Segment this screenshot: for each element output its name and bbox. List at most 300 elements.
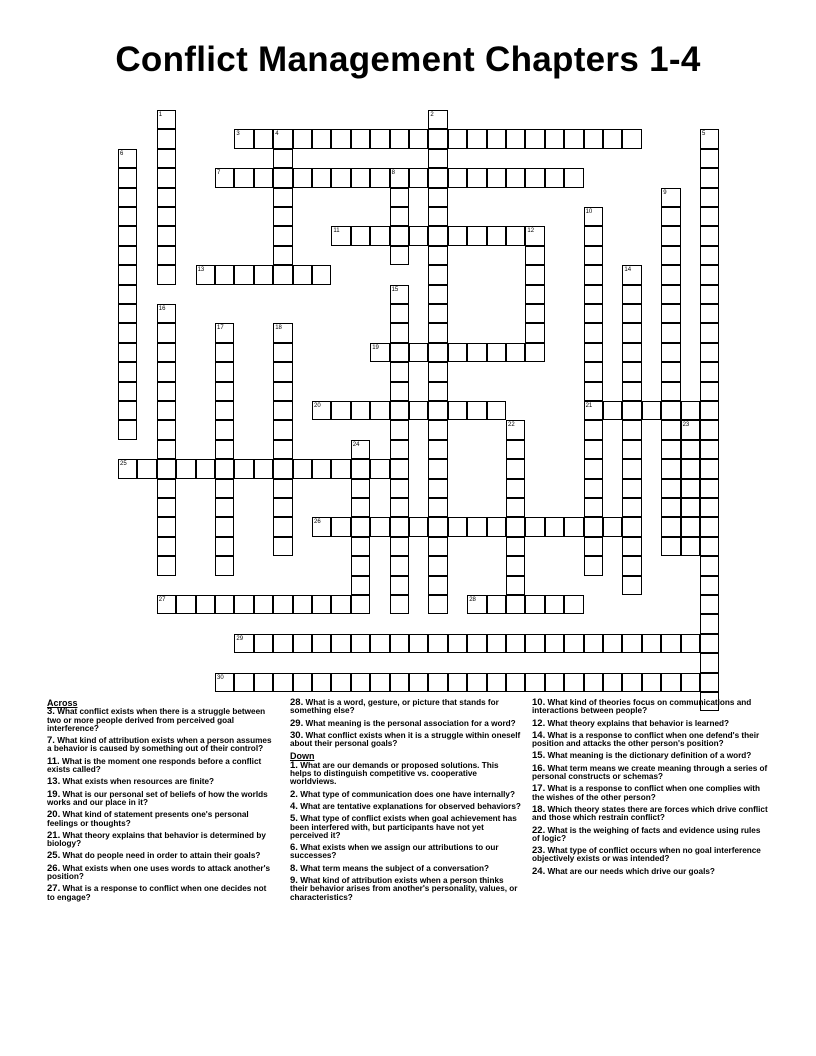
crossword-cell[interactable] xyxy=(700,362,719,381)
crossword-cell[interactable] xyxy=(525,343,544,362)
crossword-cell[interactable] xyxy=(118,382,137,401)
crossword-cell[interactable] xyxy=(215,168,234,187)
crossword-cell[interactable] xyxy=(428,673,447,692)
crossword-cell[interactable] xyxy=(506,479,525,498)
crossword-cell[interactable] xyxy=(215,420,234,439)
crossword-cell[interactable] xyxy=(622,556,641,575)
crossword-cell[interactable] xyxy=(584,129,603,148)
crossword-cell[interactable] xyxy=(661,673,680,692)
crossword-cell[interactable] xyxy=(506,595,525,614)
crossword-cell[interactable] xyxy=(661,285,680,304)
crossword-cell[interactable] xyxy=(584,537,603,556)
crossword-cell[interactable] xyxy=(487,343,506,362)
crossword-cell[interactable] xyxy=(351,226,370,245)
crossword-cell[interactable] xyxy=(118,207,137,226)
crossword-cell[interactable] xyxy=(390,517,409,536)
crossword-cell[interactable] xyxy=(390,459,409,478)
crossword-cell[interactable] xyxy=(428,556,447,575)
crossword-cell[interactable] xyxy=(176,595,195,614)
crossword-cell[interactable] xyxy=(681,479,700,498)
crossword-cell[interactable] xyxy=(584,556,603,575)
crossword-cell[interactable] xyxy=(273,440,292,459)
crossword-cell[interactable] xyxy=(564,673,583,692)
crossword-cell[interactable] xyxy=(622,382,641,401)
crossword-cell[interactable] xyxy=(157,265,176,284)
crossword-cell[interactable] xyxy=(584,517,603,536)
crossword-cell[interactable] xyxy=(351,634,370,653)
crossword-cell[interactable] xyxy=(234,595,253,614)
crossword-cell[interactable] xyxy=(428,517,447,536)
crossword-cell[interactable] xyxy=(351,576,370,595)
crossword-cell[interactable] xyxy=(428,440,447,459)
crossword-cell[interactable] xyxy=(351,401,370,420)
crossword-cell[interactable] xyxy=(448,343,467,362)
crossword-cell[interactable] xyxy=(428,459,447,478)
crossword-cell[interactable] xyxy=(293,459,312,478)
crossword-cell[interactable] xyxy=(661,537,680,556)
crossword-cell[interactable] xyxy=(390,304,409,323)
crossword-cell[interactable] xyxy=(331,595,350,614)
crossword-cell[interactable] xyxy=(525,323,544,342)
crossword-cell[interactable] xyxy=(157,479,176,498)
crossword-cell[interactable] xyxy=(487,129,506,148)
crossword-cell[interactable] xyxy=(545,595,564,614)
crossword-cell[interactable] xyxy=(487,401,506,420)
crossword-cell[interactable] xyxy=(312,517,331,536)
crossword-cell[interactable] xyxy=(700,382,719,401)
crossword-cell[interactable] xyxy=(196,459,215,478)
crossword-cell[interactable] xyxy=(215,673,234,692)
crossword-cell[interactable] xyxy=(525,304,544,323)
crossword-cell[interactable] xyxy=(409,168,428,187)
crossword-cell[interactable] xyxy=(661,479,680,498)
crossword-cell[interactable] xyxy=(390,188,409,207)
crossword-cell[interactable] xyxy=(525,246,544,265)
crossword-cell[interactable] xyxy=(700,595,719,614)
crossword-cell[interactable] xyxy=(661,440,680,459)
crossword-cell[interactable] xyxy=(584,420,603,439)
crossword-cell[interactable] xyxy=(564,634,583,653)
crossword-cell[interactable] xyxy=(390,401,409,420)
crossword-cell[interactable] xyxy=(584,285,603,304)
crossword-cell[interactable] xyxy=(700,226,719,245)
crossword-cell[interactable] xyxy=(700,188,719,207)
crossword-cell[interactable] xyxy=(390,537,409,556)
crossword-cell[interactable] xyxy=(118,420,137,439)
crossword-cell[interactable] xyxy=(448,634,467,653)
crossword-cell[interactable] xyxy=(584,207,603,226)
crossword-cell[interactable] xyxy=(157,343,176,362)
crossword-cell[interactable] xyxy=(390,634,409,653)
crossword-cell[interactable] xyxy=(487,634,506,653)
crossword-cell[interactable] xyxy=(622,129,641,148)
crossword-cell[interactable] xyxy=(700,673,719,692)
crossword-cell[interactable] xyxy=(312,129,331,148)
crossword-cell[interactable] xyxy=(293,168,312,187)
crossword-cell[interactable] xyxy=(428,382,447,401)
crossword-cell[interactable] xyxy=(661,362,680,381)
crossword-cell[interactable] xyxy=(312,595,331,614)
crossword-cell[interactable] xyxy=(584,382,603,401)
crossword-cell[interactable] xyxy=(157,226,176,245)
crossword-cell[interactable] xyxy=(118,188,137,207)
crossword-cell[interactable] xyxy=(584,634,603,653)
crossword-cell[interactable] xyxy=(681,537,700,556)
crossword-cell[interactable] xyxy=(273,265,292,284)
crossword-cell[interactable] xyxy=(428,420,447,439)
crossword-cell[interactable] xyxy=(215,595,234,614)
crossword-cell[interactable] xyxy=(390,362,409,381)
crossword-cell[interactable] xyxy=(506,576,525,595)
crossword-cell[interactable] xyxy=(234,168,253,187)
crossword-cell[interactable] xyxy=(293,595,312,614)
crossword-cell[interactable] xyxy=(700,420,719,439)
crossword-cell[interactable] xyxy=(273,382,292,401)
crossword-cell[interactable] xyxy=(370,129,389,148)
crossword-cell[interactable] xyxy=(467,129,486,148)
crossword-cell[interactable] xyxy=(428,323,447,342)
crossword-cell[interactable] xyxy=(215,498,234,517)
crossword-cell[interactable] xyxy=(273,168,292,187)
crossword-cell[interactable] xyxy=(273,226,292,245)
crossword-cell[interactable] xyxy=(428,226,447,245)
crossword-cell[interactable] xyxy=(273,459,292,478)
crossword-cell[interactable] xyxy=(661,401,680,420)
crossword-cell[interactable] xyxy=(157,110,176,129)
crossword-cell[interactable] xyxy=(487,595,506,614)
crossword-cell[interactable] xyxy=(681,459,700,478)
crossword-cell[interactable] xyxy=(603,129,622,148)
crossword-cell[interactable] xyxy=(234,459,253,478)
crossword-cell[interactable] xyxy=(118,401,137,420)
crossword-cell[interactable] xyxy=(273,595,292,614)
crossword-cell[interactable] xyxy=(467,401,486,420)
crossword-cell[interactable] xyxy=(254,129,273,148)
crossword-cell[interactable] xyxy=(700,323,719,342)
crossword-cell[interactable] xyxy=(234,634,253,653)
crossword-cell[interactable] xyxy=(506,537,525,556)
crossword-cell[interactable] xyxy=(351,479,370,498)
crossword-cell[interactable] xyxy=(700,440,719,459)
crossword-cell[interactable] xyxy=(331,634,350,653)
crossword-cell[interactable] xyxy=(234,673,253,692)
crossword-cell[interactable] xyxy=(273,420,292,439)
crossword-cell[interactable] xyxy=(428,110,447,129)
crossword-cell[interactable] xyxy=(157,537,176,556)
crossword-cell[interactable] xyxy=(331,168,350,187)
crossword-cell[interactable] xyxy=(564,168,583,187)
crossword-cell[interactable] xyxy=(273,537,292,556)
crossword-cell[interactable] xyxy=(351,440,370,459)
crossword-cell[interactable] xyxy=(584,246,603,265)
crossword-cell[interactable] xyxy=(603,673,622,692)
crossword-cell[interactable] xyxy=(428,362,447,381)
crossword-cell[interactable] xyxy=(273,188,292,207)
crossword-cell[interactable] xyxy=(351,459,370,478)
crossword-cell[interactable] xyxy=(506,440,525,459)
crossword-cell[interactable] xyxy=(700,614,719,633)
crossword-cell[interactable] xyxy=(215,459,234,478)
crossword-cell[interactable] xyxy=(700,304,719,323)
crossword-cell[interactable] xyxy=(622,420,641,439)
crossword-cell[interactable] xyxy=(293,129,312,148)
crossword-cell[interactable] xyxy=(312,459,331,478)
crossword-cell[interactable] xyxy=(584,479,603,498)
crossword-cell[interactable] xyxy=(351,168,370,187)
crossword-cell[interactable] xyxy=(622,323,641,342)
crossword-cell[interactable] xyxy=(661,517,680,536)
crossword-cell[interactable] xyxy=(506,498,525,517)
crossword-cell[interactable] xyxy=(215,343,234,362)
crossword-cell[interactable] xyxy=(700,149,719,168)
crossword-cell[interactable] xyxy=(661,343,680,362)
crossword-cell[interactable] xyxy=(351,129,370,148)
crossword-cell[interactable] xyxy=(390,382,409,401)
crossword-cell[interactable] xyxy=(351,537,370,556)
crossword-cell[interactable] xyxy=(467,673,486,692)
crossword-cell[interactable] xyxy=(176,459,195,478)
crossword-cell[interactable] xyxy=(584,343,603,362)
crossword-cell[interactable] xyxy=(215,265,234,284)
crossword-cell[interactable] xyxy=(215,537,234,556)
crossword-cell[interactable] xyxy=(312,265,331,284)
crossword-cell[interactable] xyxy=(428,246,447,265)
crossword-cell[interactable] xyxy=(234,265,253,284)
crossword-cell[interactable] xyxy=(525,129,544,148)
crossword-cell[interactable] xyxy=(273,149,292,168)
crossword-cell[interactable] xyxy=(196,265,215,284)
crossword-cell[interactable] xyxy=(118,323,137,342)
crossword-cell[interactable] xyxy=(661,382,680,401)
crossword-cell[interactable] xyxy=(700,653,719,672)
crossword-cell[interactable] xyxy=(215,479,234,498)
crossword-cell[interactable] xyxy=(584,440,603,459)
crossword-cell[interactable] xyxy=(525,595,544,614)
crossword-cell[interactable] xyxy=(409,343,428,362)
crossword-cell[interactable] xyxy=(622,498,641,517)
crossword-cell[interactable] xyxy=(622,479,641,498)
crossword-cell[interactable] xyxy=(157,420,176,439)
crossword-cell[interactable] xyxy=(273,362,292,381)
crossword-cell[interactable] xyxy=(622,634,641,653)
crossword-cell[interactable] xyxy=(661,498,680,517)
crossword-cell[interactable] xyxy=(622,362,641,381)
crossword-cell[interactable] xyxy=(700,459,719,478)
crossword-cell[interactable] xyxy=(448,129,467,148)
crossword-cell[interactable] xyxy=(622,304,641,323)
crossword-cell[interactable] xyxy=(661,207,680,226)
crossword-cell[interactable] xyxy=(487,226,506,245)
crossword-cell[interactable] xyxy=(448,226,467,245)
crossword-cell[interactable] xyxy=(157,440,176,459)
crossword-cell[interactable] xyxy=(428,168,447,187)
crossword-cell[interactable] xyxy=(273,673,292,692)
crossword-cell[interactable] xyxy=(273,634,292,653)
crossword-cell[interactable] xyxy=(681,673,700,692)
crossword-cell[interactable] xyxy=(467,343,486,362)
crossword-cell[interactable] xyxy=(390,285,409,304)
crossword-cell[interactable] xyxy=(428,343,447,362)
crossword-cell[interactable] xyxy=(390,556,409,575)
crossword-cell[interactable] xyxy=(118,168,137,187)
crossword-cell[interactable] xyxy=(584,401,603,420)
crossword-cell[interactable] xyxy=(118,285,137,304)
crossword-cell[interactable] xyxy=(293,673,312,692)
crossword-cell[interactable] xyxy=(331,517,350,536)
crossword-cell[interactable] xyxy=(215,517,234,536)
crossword-cell[interactable] xyxy=(370,634,389,653)
crossword-cell[interactable] xyxy=(370,168,389,187)
crossword-cell[interactable] xyxy=(487,517,506,536)
crossword-cell[interactable] xyxy=(351,673,370,692)
crossword-cell[interactable] xyxy=(603,517,622,536)
crossword-cell[interactable] xyxy=(370,673,389,692)
crossword-cell[interactable] xyxy=(545,129,564,148)
crossword-cell[interactable] xyxy=(215,362,234,381)
crossword-cell[interactable] xyxy=(642,401,661,420)
crossword-cell[interactable] xyxy=(622,517,641,536)
crossword-cell[interactable] xyxy=(700,207,719,226)
crossword-cell[interactable] xyxy=(157,149,176,168)
crossword-cell[interactable] xyxy=(390,673,409,692)
crossword-cell[interactable] xyxy=(215,556,234,575)
crossword-cell[interactable] xyxy=(428,498,447,517)
crossword-cell[interactable] xyxy=(409,226,428,245)
crossword-cell[interactable] xyxy=(273,479,292,498)
crossword-cell[interactable] xyxy=(293,634,312,653)
crossword-cell[interactable] xyxy=(409,634,428,653)
crossword-cell[interactable] xyxy=(681,401,700,420)
crossword-cell[interactable] xyxy=(118,149,137,168)
crossword-cell[interactable] xyxy=(661,420,680,439)
crossword-cell[interactable] xyxy=(370,459,389,478)
crossword-cell[interactable] xyxy=(118,343,137,362)
crossword-cell[interactable] xyxy=(409,401,428,420)
crossword-cell[interactable] xyxy=(428,207,447,226)
crossword-cell[interactable] xyxy=(157,595,176,614)
crossword-cell[interactable] xyxy=(506,420,525,439)
crossword-cell[interactable] xyxy=(661,323,680,342)
crossword-cell[interactable] xyxy=(118,265,137,284)
crossword-cell[interactable] xyxy=(700,576,719,595)
crossword-cell[interactable] xyxy=(545,673,564,692)
crossword-cell[interactable] xyxy=(622,537,641,556)
crossword-cell[interactable] xyxy=(506,634,525,653)
crossword-cell[interactable] xyxy=(584,459,603,478)
crossword-cell[interactable] xyxy=(390,479,409,498)
crossword-cell[interactable] xyxy=(118,304,137,323)
crossword-cell[interactable] xyxy=(642,673,661,692)
crossword-cell[interactable] xyxy=(351,556,370,575)
crossword-cell[interactable] xyxy=(351,498,370,517)
crossword-cell[interactable] xyxy=(390,226,409,245)
crossword-cell[interactable] xyxy=(331,673,350,692)
crossword-cell[interactable] xyxy=(681,634,700,653)
crossword-cell[interactable] xyxy=(312,168,331,187)
crossword-cell[interactable] xyxy=(564,517,583,536)
crossword-cell[interactable] xyxy=(331,129,350,148)
crossword-cell[interactable] xyxy=(157,459,176,478)
crossword-cell[interactable] xyxy=(428,265,447,284)
crossword-cell[interactable] xyxy=(254,673,273,692)
crossword-cell[interactable] xyxy=(390,498,409,517)
crossword-cell[interactable] xyxy=(681,420,700,439)
crossword-cell[interactable] xyxy=(331,401,350,420)
crossword-cell[interactable] xyxy=(331,459,350,478)
crossword-cell[interactable] xyxy=(584,226,603,245)
crossword-cell[interactable] xyxy=(118,246,137,265)
crossword-cell[interactable] xyxy=(331,226,350,245)
crossword-cell[interactable] xyxy=(545,634,564,653)
crossword-cell[interactable] xyxy=(642,634,661,653)
crossword-cell[interactable] xyxy=(661,634,680,653)
crossword-cell[interactable] xyxy=(409,517,428,536)
crossword-cell[interactable] xyxy=(157,323,176,342)
crossword-cell[interactable] xyxy=(506,459,525,478)
crossword-cell[interactable] xyxy=(564,129,583,148)
crossword-cell[interactable] xyxy=(390,595,409,614)
crossword-cell[interactable] xyxy=(428,479,447,498)
crossword-cell[interactable] xyxy=(273,498,292,517)
crossword-cell[interactable] xyxy=(584,323,603,342)
crossword-cell[interactable] xyxy=(622,285,641,304)
crossword-cell[interactable] xyxy=(622,343,641,362)
crossword-cell[interactable] xyxy=(370,517,389,536)
crossword-cell[interactable] xyxy=(467,226,486,245)
crossword-cell[interactable] xyxy=(428,304,447,323)
crossword-cell[interactable] xyxy=(118,226,137,245)
crossword-cell[interactable] xyxy=(273,323,292,342)
crossword-cell[interactable] xyxy=(215,382,234,401)
crossword-cell[interactable] xyxy=(564,595,583,614)
crossword-cell[interactable] xyxy=(700,556,719,575)
crossword-cell[interactable] xyxy=(525,265,544,284)
crossword-cell[interactable] xyxy=(700,129,719,148)
crossword-cell[interactable] xyxy=(409,673,428,692)
crossword-cell[interactable] xyxy=(351,517,370,536)
crossword-cell[interactable] xyxy=(545,517,564,536)
crossword-cell[interactable] xyxy=(390,576,409,595)
crossword-cell[interactable] xyxy=(157,401,176,420)
crossword-cell[interactable] xyxy=(525,634,544,653)
crossword-cell[interactable] xyxy=(506,226,525,245)
crossword-cell[interactable] xyxy=(506,168,525,187)
crossword-cell[interactable] xyxy=(467,595,486,614)
crossword-cell[interactable] xyxy=(273,207,292,226)
crossword-cell[interactable] xyxy=(273,343,292,362)
crossword-cell[interactable] xyxy=(390,420,409,439)
crossword-cell[interactable] xyxy=(661,246,680,265)
crossword-cell[interactable] xyxy=(390,440,409,459)
crossword-cell[interactable] xyxy=(700,537,719,556)
crossword-cell[interactable] xyxy=(525,517,544,536)
crossword-cell[interactable] xyxy=(157,246,176,265)
crossword-cell[interactable] xyxy=(390,207,409,226)
crossword-cell[interactable] xyxy=(254,459,273,478)
crossword-cell[interactable] xyxy=(448,168,467,187)
crossword-cell[interactable] xyxy=(428,129,447,148)
crossword-cell[interactable] xyxy=(273,129,292,148)
crossword-cell[interactable] xyxy=(622,673,641,692)
crossword-cell[interactable] xyxy=(234,129,253,148)
crossword-cell[interactable] xyxy=(273,401,292,420)
crossword-cell[interactable] xyxy=(118,362,137,381)
crossword-cell[interactable] xyxy=(118,459,137,478)
crossword-cell[interactable] xyxy=(661,304,680,323)
crossword-cell[interactable] xyxy=(312,401,331,420)
crossword-cell[interactable] xyxy=(545,168,564,187)
crossword-cell[interactable] xyxy=(584,304,603,323)
